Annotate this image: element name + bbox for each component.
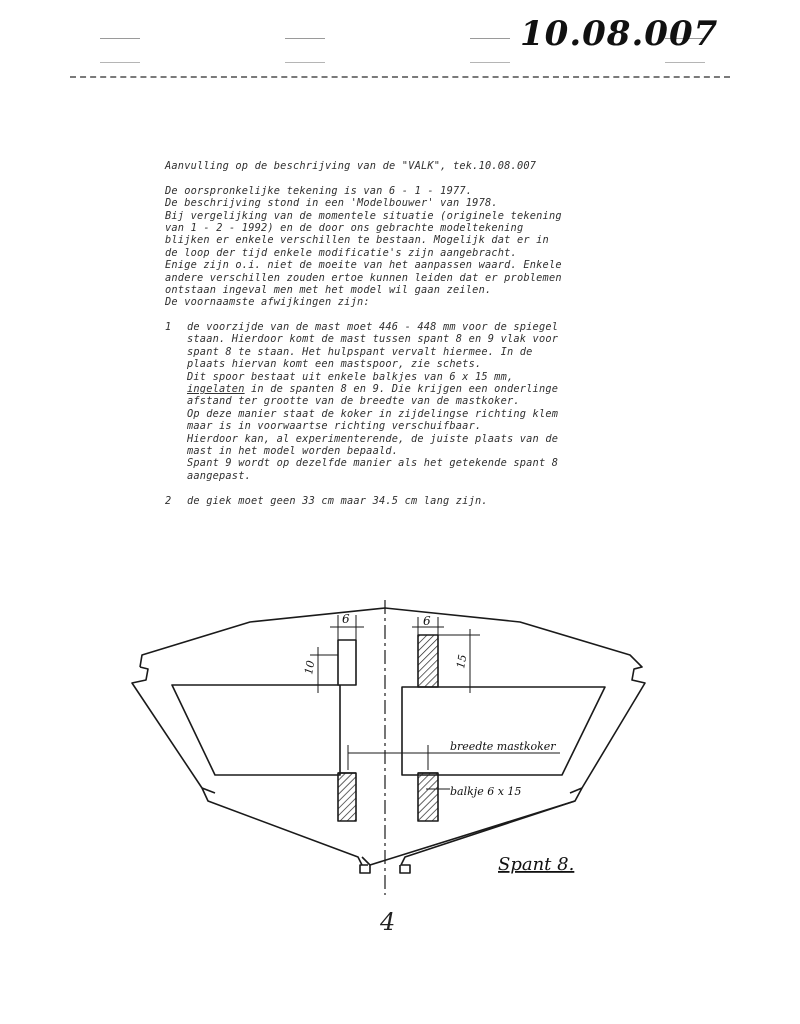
header-rule [100, 38, 140, 39]
paragraph-line: de loop der tijd enkele modificatie's zijn aangebracht. [165, 246, 517, 259]
frame-outline-bottom [362, 857, 370, 865]
dim-left-height: 10 [302, 659, 318, 676]
header-rule [285, 62, 325, 63]
document-text [165, 160, 665, 507]
item-line: Dit spoor bestaat uit enkele balkjes van 6 x 15 mm, [187, 370, 514, 383]
paragraph-line: blijken er enkele verschillen te bestaan. Mogelijk dat er in [165, 234, 549, 247]
frame-section-drawing [120, 595, 660, 905]
header-rule [100, 62, 140, 63]
header-border [70, 76, 730, 78]
dim-right-height: 15 [454, 653, 470, 670]
document-title: Aanvulling op de beschrijving van de "VALK", tek.10.08.007 [165, 160, 537, 172]
document-number: 10.08.007 [520, 14, 719, 54]
item-line: plaats hiervan komt een mastspoor, zie schets. [187, 358, 482, 371]
item-line: de giek moet geen 33 cm maar 34.5 cm lang zijn. [187, 494, 488, 507]
dim-right-width: 6 [423, 614, 431, 628]
drawing-title: Spant 8. [498, 854, 575, 875]
frame-outline-left [132, 667, 362, 865]
item-line: spant 8 te staan. Het hulpspant vervalt hiermee. In de [187, 345, 533, 358]
balk-upper-right [418, 635, 438, 687]
underlined-word: ingelaten [187, 383, 245, 396]
paragraph-line: Bij vergelijking van de momentele situatie (originele tekening [165, 209, 562, 222]
frame-outline [140, 608, 645, 873]
paragraph-line: De voornaamste afwijkingen zijn: [165, 296, 370, 309]
header-rule [470, 62, 510, 63]
paragraph-line: De oorspronkelijke tekening is van 6 - 1 - 1977. [165, 184, 473, 197]
paragraph-line: andere verschillen zouden ertoe kunnen leiden dat er problemen [165, 271, 562, 284]
paragraph-line: De beschrijving stond in een 'Modelbouwer' van 1978. [165, 197, 498, 210]
list-item-1 [165, 321, 665, 482]
item-line: mast in het model worden bepaald. [187, 444, 399, 457]
dim-left-width: 6 [342, 612, 350, 626]
header-rule [285, 38, 325, 39]
item-number: 1 [165, 321, 172, 334]
item-number: 2 [165, 494, 172, 507]
item-line: ingelaten in de spanten 8 en 9. Die krijgen een onderlinge [187, 383, 559, 396]
item-line: maar is in voorwaartse richting verschuifbaar. [187, 420, 482, 433]
page-number: 4 [380, 908, 396, 936]
paragraph-line: van 1 - 2 - 1992) en de door ons gebrachte modeltekening [165, 221, 524, 234]
balk-lower-left [338, 773, 356, 821]
item-line: staan. Hierdoor komt de mast tussen spant 8 en 9 vlak voor [187, 333, 559, 346]
paragraph-line: Enige zijn o.i. niet de moeite van het aanpassen waard. Enkele [165, 259, 562, 272]
item-line: aangepast. [187, 469, 251, 482]
item-line: Hierdoor kan, al experimenterende, de juiste plaats van de [187, 432, 559, 445]
inner-cutout-left [172, 685, 340, 775]
item-line: de voorzijde van de mast moet 446 - 448 mm voor de spiegel [187, 321, 559, 334]
paragraph-line: ontstaan ingeval men met het model wil gaan zeilen. [165, 283, 492, 296]
label-mastkoker: breedte mastkoker [450, 740, 556, 753]
balk-lower-right [418, 773, 438, 821]
header-rule [470, 38, 510, 39]
item-line: Spant 9 wordt op dezelfde manier als het getekende spant 8 [187, 457, 559, 470]
item-line: afstand ter grootte van de breedte van de mastkoker. [187, 395, 520, 408]
item-line: Op deze manier staat de koker in zijdelingse richting klem [187, 407, 559, 420]
mast-post-upper-left [338, 640, 356, 685]
label-balkje: balkje 6 x 15 [450, 785, 522, 798]
list-item-2 [165, 495, 665, 507]
inner-cutout-right [402, 687, 605, 775]
header-rule [665, 62, 705, 63]
